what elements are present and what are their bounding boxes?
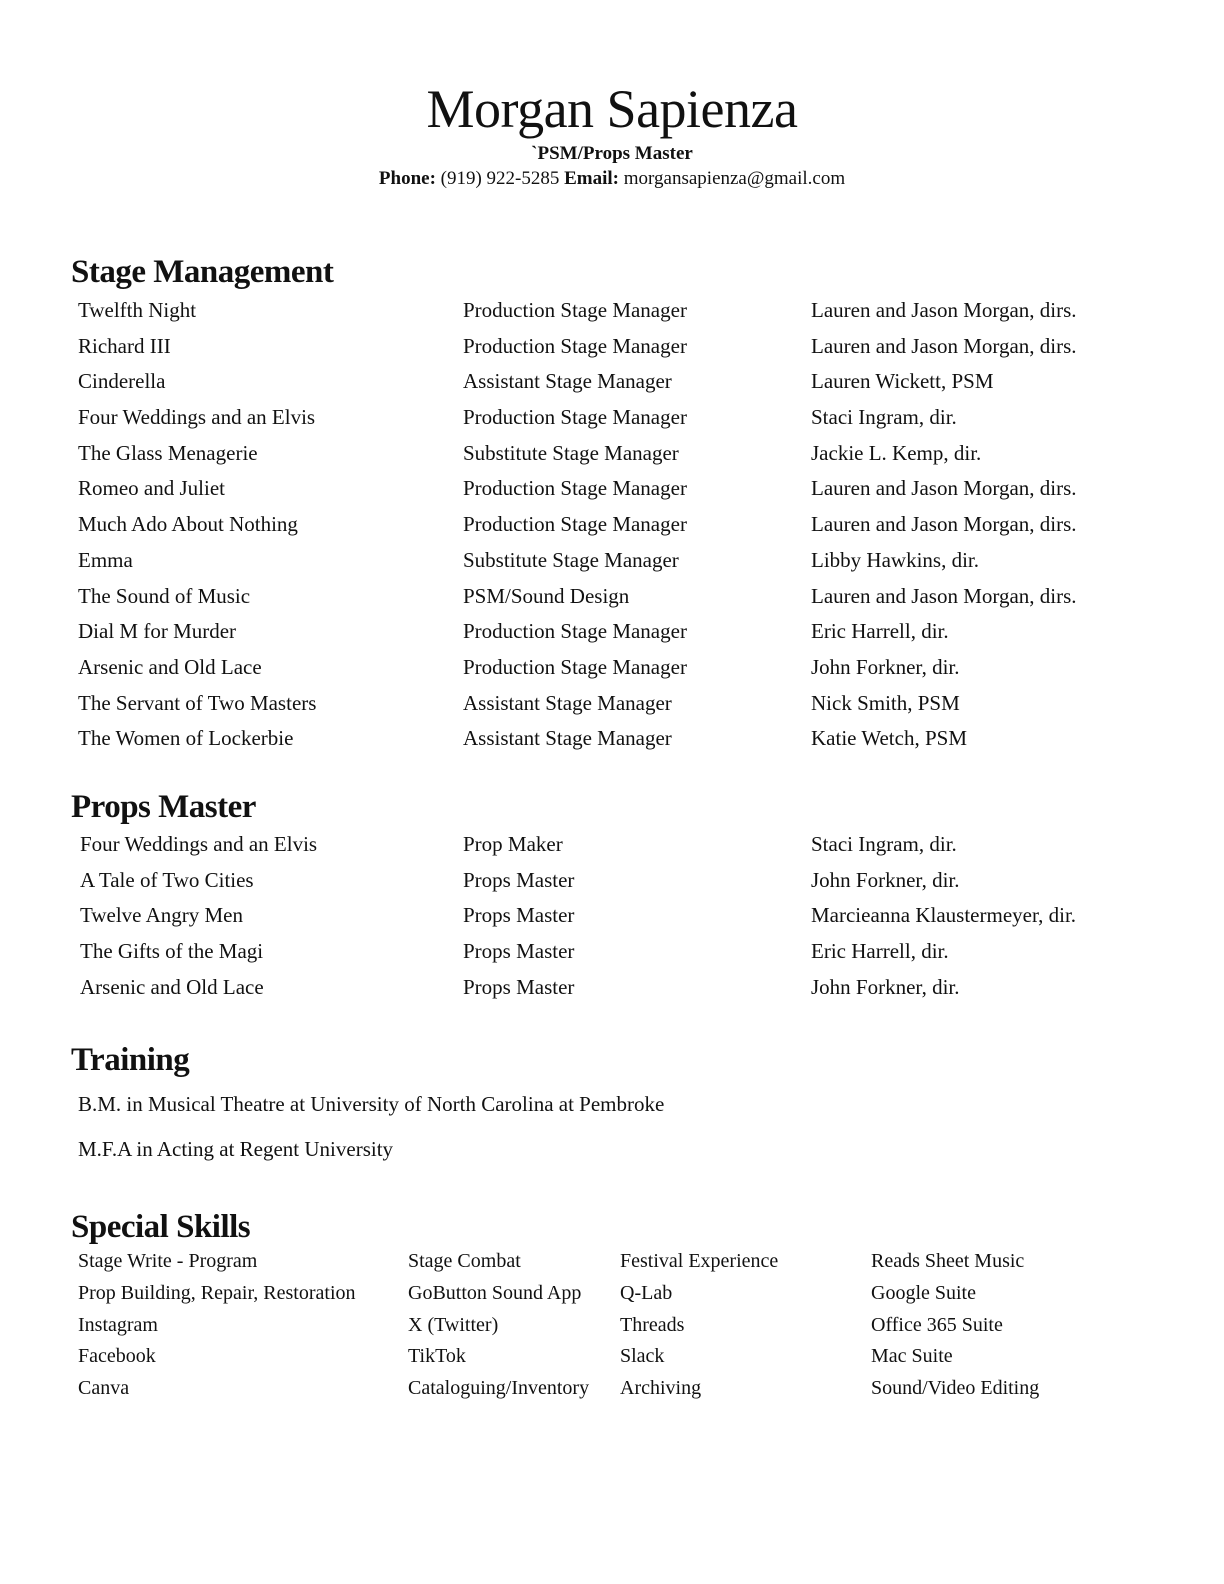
skill-item: Reads Sheet Music [871, 1250, 1025, 1272]
skill-item: Office 365 Suite [871, 1313, 1003, 1336]
show-title: Twelfth Night [78, 298, 197, 322]
director-credit: Marcieanna Klaustermeyer, dir. [811, 903, 1077, 928]
show-title: Much Ado About Nothing [78, 512, 298, 537]
skill-item: Stage Write - Program [78, 1250, 258, 1272]
director-credit: Lauren Wickett, PSM [811, 369, 994, 394]
role: Props Master [463, 903, 575, 928]
role: Substitute Stage Manager [463, 440, 679, 465]
role: Props Master [463, 939, 575, 964]
credit-row [0, 614, 1224, 650]
role: Assistant Stage Manager [463, 726, 672, 751]
credit-row [0, 329, 1224, 365]
show-title: The Sound of Music [78, 583, 251, 608]
show-title: The Women of Lockerbie [78, 726, 294, 751]
show-title: Richard III [78, 333, 171, 358]
role: Production Stage Manager [463, 333, 687, 358]
show-title: Romeo and Juliet [78, 476, 225, 501]
phone-label: Phone: [378, 168, 436, 189]
role: Production Stage Manager [463, 512, 687, 537]
director-credit: Lauren and Jason Morgan, dirs. [811, 512, 1077, 537]
director-credit: Lauren and Jason Morgan, dirs. [811, 476, 1077, 501]
skills-row [0, 1278, 1224, 1310]
director-credit: John Forkner, dir. [811, 974, 960, 999]
training-item: B.M. in Musical Theatre at University of North Carolina at Pembroke [78, 1092, 665, 1116]
credit-row [0, 898, 1224, 934]
role: Assistant Stage Manager [463, 369, 672, 394]
director-credit: Lauren and Jason Morgan, dirs. [811, 333, 1077, 358]
skills-row [0, 1341, 1224, 1373]
director-credit: Eric Harrell, dir. [811, 619, 949, 644]
credit-row [0, 721, 1224, 757]
director-credit: Staci Ingram, dir. [811, 832, 957, 856]
show-title: The Servant of Two Masters [78, 690, 317, 715]
resume-header [0, 78, 1224, 192]
show-title: Emma [78, 547, 133, 572]
skill-item: X (Twitter) [408, 1313, 499, 1336]
credit-row [0, 970, 1224, 1006]
special-skills-grid [0, 1246, 1224, 1405]
credit-row [0, 650, 1224, 686]
skill-item: GoButton Sound App [408, 1281, 582, 1304]
special-skills-heading: Special Skills [71, 1209, 251, 1245]
credit-row [0, 579, 1224, 615]
skill-item: Slack [620, 1345, 665, 1368]
skill-item: Festival Experience [620, 1250, 779, 1272]
skill-item: Prop Building, Repair, Restoration [78, 1281, 356, 1304]
role: Production Stage Manager [463, 476, 687, 501]
credit-row [0, 863, 1224, 899]
credit-row [0, 471, 1224, 507]
skills-row [0, 1310, 1224, 1342]
skill-item: Mac Suite [871, 1345, 953, 1368]
skill-item: Archiving [620, 1377, 702, 1400]
director-credit: Jackie L. Kemp, dir. [811, 440, 982, 465]
skill-item: Cataloguing/Inventory [408, 1377, 590, 1400]
show-title: The Glass Menagerie [78, 440, 258, 465]
credit-row [0, 293, 1224, 329]
show-title: Twelve Angry Men [80, 903, 243, 928]
skill-item: Q-Lab [620, 1281, 673, 1304]
role: Props Master [463, 974, 575, 999]
role: Assistant Stage Manager [463, 690, 672, 715]
skill-item: Instagram [78, 1313, 158, 1336]
show-title: A Tale of Two Cities [80, 867, 254, 892]
credit-row [0, 507, 1224, 543]
role: Production Stage Manager [463, 405, 687, 430]
training-heading: Training [71, 1042, 190, 1078]
role: Prop Maker [463, 832, 563, 856]
props-master-list [0, 827, 1224, 1005]
show-title: Dial M for Murder [78, 619, 237, 644]
credit-row [0, 543, 1224, 579]
phone-number: (919) 922-5285 [440, 168, 560, 189]
show-title: Arsenic and Old Lace [80, 974, 264, 999]
stage-management-heading: Stage Management [71, 254, 334, 290]
show-title: Cinderella [78, 369, 166, 394]
email-label: Email: [564, 168, 620, 189]
director-credit: Staci Ingram, dir. [811, 405, 957, 430]
role: PSM/Sound Design [463, 583, 630, 608]
training-item: M.F.A in Acting at Regent University [78, 1137, 394, 1161]
skill-item: Facebook [78, 1345, 156, 1368]
stage-management-list [0, 293, 1224, 757]
skill-item: Threads [620, 1313, 685, 1336]
skills-row [0, 1246, 1224, 1278]
credit-row [0, 827, 1224, 863]
credit-row [0, 400, 1224, 436]
show-title: Arsenic and Old Lace [78, 654, 262, 679]
role: Production Stage Manager [463, 654, 687, 679]
show-title: Four Weddings and an Elvis [80, 832, 318, 856]
skill-item: Canva [78, 1377, 130, 1400]
director-credit: Eric Harrell, dir. [811, 939, 949, 964]
show-title: The Gifts of the Magi [80, 939, 264, 964]
show-title: Four Weddings and an Elvis [78, 405, 316, 430]
credit-row [0, 934, 1224, 970]
director-credit: Libby Hawkins, dir. [811, 547, 979, 572]
skills-row [0, 1373, 1224, 1405]
job-title: `PSM/Props Master [531, 143, 693, 164]
role: Substitute Stage Manager [463, 547, 679, 572]
director-credit: Lauren and Jason Morgan, dirs. [811, 298, 1077, 322]
contact-line [0, 166, 1224, 192]
credit-row [0, 686, 1224, 722]
role: Production Stage Manager [463, 619, 687, 644]
skill-item: Stage Combat [408, 1250, 521, 1272]
director-credit: Nick Smith, PSM [811, 690, 960, 715]
role: Production Stage Manager [463, 298, 687, 322]
email-address: morgansapienza@gmail.com [623, 168, 846, 189]
name-heading: Morgan Sapienza [426, 79, 798, 139]
credit-row [0, 436, 1224, 472]
skill-item: Google Suite [871, 1281, 976, 1304]
director-credit: John Forkner, dir. [811, 654, 960, 679]
props-master-heading: Props Master [71, 789, 256, 825]
skill-item: Sound/Video Editing [871, 1377, 1040, 1400]
role: Props Master [463, 867, 575, 892]
director-credit: Katie Wetch, PSM [811, 726, 967, 751]
credit-row [0, 364, 1224, 400]
director-credit: John Forkner, dir. [811, 867, 960, 892]
director-credit: Lauren and Jason Morgan, dirs. [811, 583, 1077, 608]
skill-item: TikTok [408, 1345, 466, 1368]
